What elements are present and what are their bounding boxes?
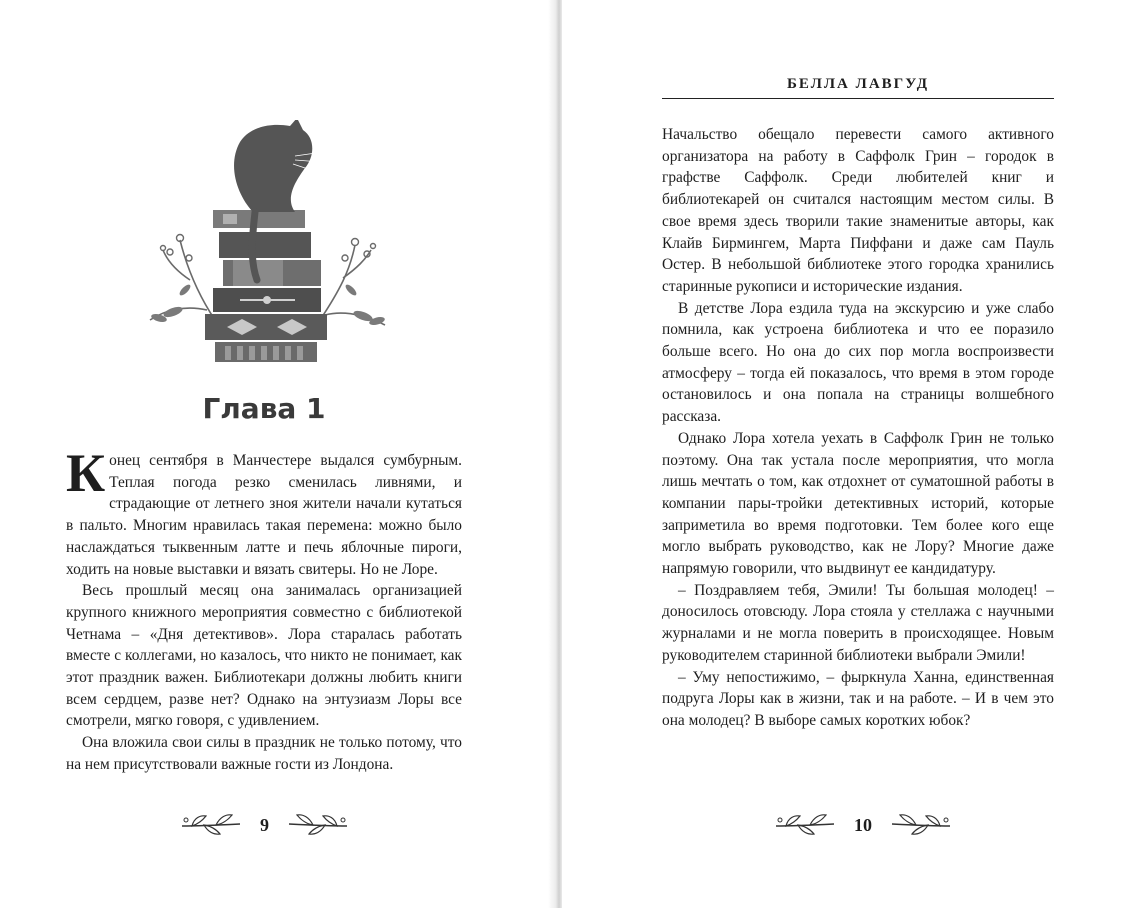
left-page-body: [66, 443, 462, 776]
leaf-sprig-icon: [890, 812, 952, 838]
running-head: БЕЛЛА ЛАВГУД: [662, 76, 1054, 99]
paragraph: – Поздравляем тебя, Эмили! Ты большая молодец! – доносилось отовсюду. Лора стояла у стеллажа с научными журналами и не могла поверить в происходящее. Новым руководителем старинной библиотеки выбрали Эмили!: [662, 581, 1054, 664]
paragraph-text: онец сентября в Манчестере выдался сумбурным. Теплая погода резко сменилась ливнями, и страдающие от летнего зноя жители начали кутаться в пальто. Многим нравилась такая перемена: можно было наслаждаться тыквенным латте и печь яблочные пироги, ходить на новые выставки и вязать свитеры. Но не Лоре.: [66, 452, 462, 578]
left-page: [0, 0, 556, 908]
page-footer: [180, 810, 349, 840]
leaf-sprig-icon: [180, 812, 242, 838]
paragraph: Она вложила свои силы в праздник не только потому, что на нем присутствовали важные гости из Лондона.: [66, 734, 462, 773]
cat-on-books-illustration: [145, 120, 390, 365]
page-number: 10: [854, 814, 872, 835]
right-page: [562, 0, 1121, 908]
chapter-title: Глава 1: [202, 392, 326, 425]
paragraph: [66, 443, 462, 580]
right-page-body: [662, 124, 1054, 732]
leaf-sprig-icon: [774, 812, 836, 838]
paragraph: Однако Лора хотела уехать в Саффолк Грин не только поэтому. Она так устала после мероприятия, что могла лишь мечтать о том, как отдохнет от суматошной работы в компании пары-тройки детективных историй, которые заприметила во время подготовки. Тем более кого еще могло выбрать руководство, как не Лору? Многие даже напрямую говорили, что выдвинут ее кандидатуру.: [662, 429, 1054, 578]
drop-cap: К: [66, 443, 106, 503]
page-number: 9: [260, 814, 269, 835]
leaf-sprig-icon: [287, 812, 349, 838]
paragraph: Весь прошлый месяц она занималась организацией крупного книжного мероприятия совместно с библиотекой Четнама – «Дня детективов». Лора старалась работать вместе с коллегами, но казалось, что никто не понимает, как этот праздник важен. Библиотекари должны любить книги всем сердцем, разве нет? Однако на энтузиазм Лоры все смотрели, мягко говоря, с удивлением.: [66, 582, 462, 730]
page-footer: [774, 810, 952, 840]
paragraph: – Уму непостижимо, – фыркнула Ханна, единственная подруга Лоры как в жизни, так и на работе. – И в чем это она молодец? В выборе самых коротких юбок?: [662, 668, 1054, 729]
paragraph: В детстве Лора ездила туда на экскурсию и уже слабо помнила, как устроена библиотека и что ее поразило больше всего. Но она до сих пор могла воспроизвести атмосферу – тогда ей показалось, что время в этом городе остановилось и она попала на страницы волшебного рассказа.: [662, 299, 1054, 426]
paragraph: Начальство обещало перевести самого активного организатора на работу в Саффолк Грин – городок в графстве Саффолк. Среди любителей книг и библиотекарей он считался настоящим местом силы. В свое время здесь творили такие знаменитые авторы, как Клайв Бирмингем, Марта Пиффани и даже сам Пауль Остер. В небольшой библиотеке этого городка хранились старинные рукописи и исторические издания.: [662, 126, 1054, 295]
